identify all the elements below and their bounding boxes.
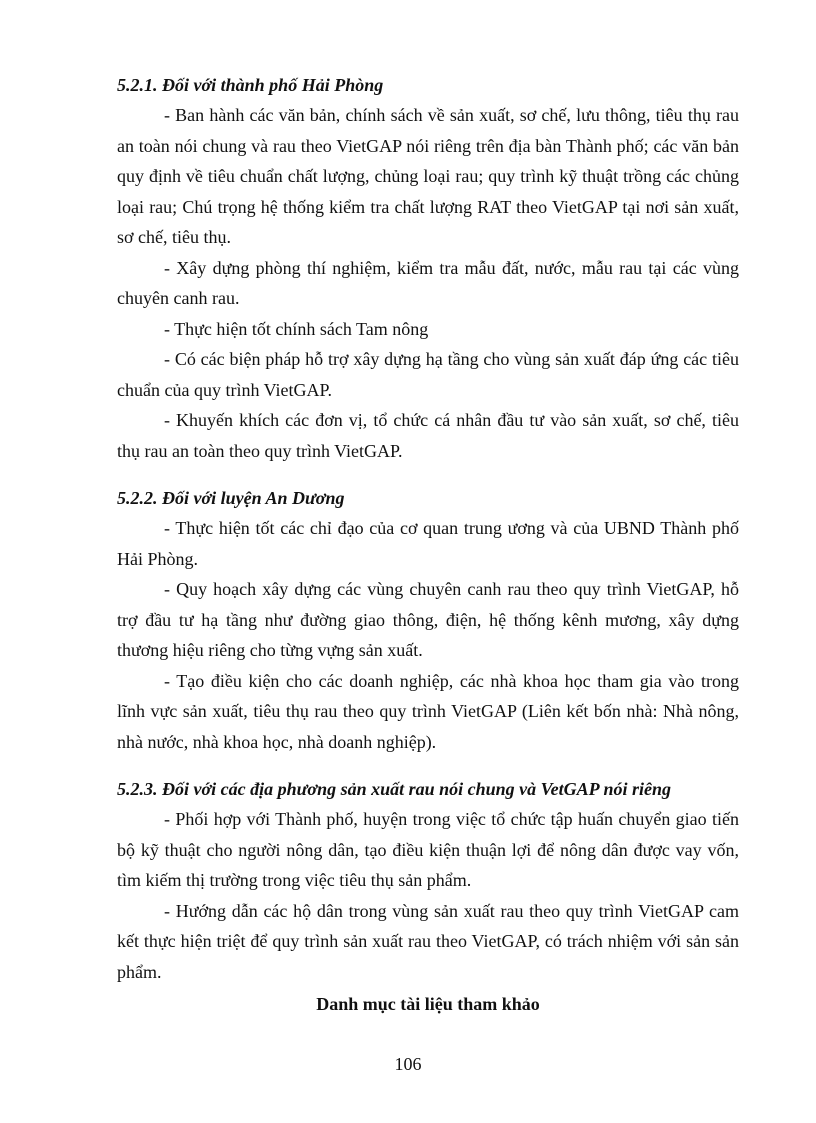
paragraph: - Có các biện pháp hỗ trợ xây dựng hạ tầng cho vùng sản xuất đáp ứng các tiêu chuẩn của quy trình VietGAP. — [117, 349, 739, 400]
paragraph: - Tạo điều kiện cho các doanh nghiệp, các nhà khoa học tham gia vào trong lĩnh vực sản xuất, tiêu thụ rau theo quy trình VietGAP (Liên kết bốn nhà: Nhà nông, nhà nước, nhà khoa học, nhà doanh nghiệp). — [117, 670, 739, 752]
section-5-2-1 — [117, 70, 739, 466]
paragraph: - Xây dựng phòng thí nghiệm, kiểm tra mẫu đất, nước, mẫu rau tại các vùng chuyên canh rau. — [117, 257, 739, 308]
section-heading: 5.2.2. Đối với luyện An Dương — [117, 488, 345, 508]
page-number: 106 — [394, 1054, 422, 1074]
paragraph: - Thực hiện tốt chính sách Tam nông — [164, 318, 429, 339]
section-5-2-2 — [117, 483, 739, 757]
paragraph: - Khuyến khích các đơn vị, tổ chức cá nhân đầu tư vào sản xuất, sơ chế, tiêu thụ rau an toàn theo quy trình VietGAP. — [117, 410, 739, 461]
section-heading: 5.2.3. Đối với các địa phương sản xuất rau nói chung và VetGAP nói riêng — [117, 779, 672, 799]
paragraph: - Phối hợp với Thành phố, huyện trong việc tổ chức tập huấn chuyển giao tiến bộ kỹ thuật cho người nông dân, tạo điều kiện thuận lợi để nông dân được vay vốn, tìm kiếm thị trường trong việc tiêu thụ sản phẩm. — [117, 809, 739, 890]
section-spacer — [117, 757, 739, 774]
document-page — [117, 70, 739, 1019]
paragraph: - Quy hoạch xây dựng các vùng chuyên canh rau theo quy trình VietGAP, hỗ trợ đầu tư hạ tầng như đường giao thông, điện, hệ thống kênh mương, xây dựng thương hiệu riêng cho từng vựng sản xuất. — [117, 579, 739, 660]
section-spacer — [117, 466, 739, 483]
section-5-2-3 — [117, 774, 739, 987]
references-title: Danh mục tài liệu tham khảo — [316, 994, 540, 1014]
section-heading: 5.2.1. Đối với thành phố Hải Phòng — [117, 75, 384, 95]
paragraph: - Thực hiện tốt các chỉ đạo của cơ quan trung ương và của UBND Thành phố Hải Phòng. — [117, 518, 739, 569]
paragraph: - Ban hành các văn bản, chính sách về sản xuất, sơ chế, lưu thông, tiêu thụ rau an toàn nói chung và rau theo VietGAP nói riêng trên địa bàn Thành phố; các văn bản quy định về tiêu chuẩn chất lượng, chủng loại rau; quy trình kỹ thuật trồng các chủng loại rau; Chú trọng hệ thống kiểm tra chất lượng RAT theo VietGAP tại nơi sản xuất, sơ chế, tiêu thụ. — [117, 105, 739, 247]
paragraph: - Hướng dẫn các hộ dân trong vùng sản xuất rau theo quy trình VietGAP cam kết thực hiện triệt để quy trình sản xuất rau theo VietGAP, có trách nhiệm với sản sản phẩm. — [117, 900, 739, 982]
